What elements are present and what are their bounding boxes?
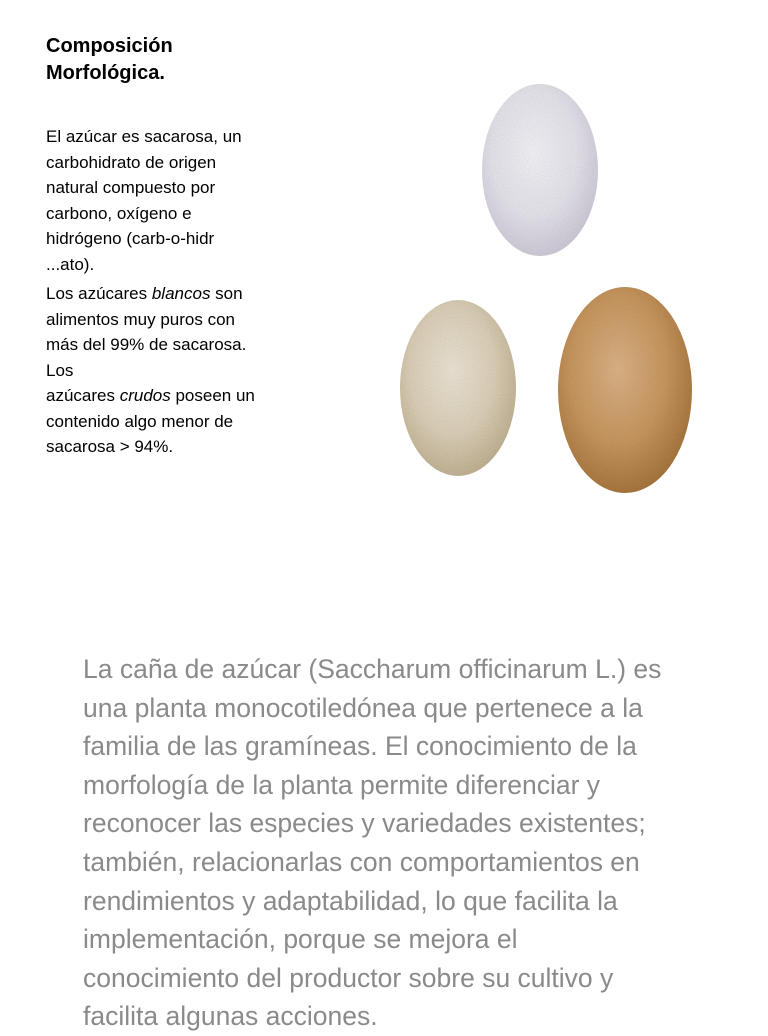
caption-line: una planta monocotiledónea que pertenece a la <box>83 692 643 723</box>
text-line: El azúcar es sacarosa, un <box>46 127 242 146</box>
text-fragment: Los azúcares <box>46 284 152 303</box>
text-line <box>46 281 296 307</box>
slide-title <box>46 33 286 87</box>
text-line: sacarosa > 94%. <box>46 437 174 456</box>
sugar-piles-icon <box>392 62 702 502</box>
brown-sugar-pile <box>558 287 692 493</box>
text-line: carbono, oxígeno e <box>46 203 192 223</box>
text-fragment: poseen un <box>170 386 255 405</box>
caption-line: también, relacionarlas con comportamientos en <box>83 846 640 877</box>
text-line: ...ato). <box>46 254 95 274</box>
italic-term-blancos: blancos <box>151 284 211 303</box>
text-line: más del 99% de sacarosa. <box>46 335 247 354</box>
text-line: alimentos muy puros con <box>46 309 235 329</box>
composition-text <box>46 124 296 460</box>
caption-line: conocimiento del productor sobre su cultivo y <box>83 962 614 993</box>
caption-line: implementación, porque se mejora el <box>83 924 518 955</box>
title-line-2: Morfológica. <box>46 62 165 84</box>
italic-term-crudos: crudos <box>119 386 171 405</box>
sugarcane-caption <box>83 650 753 1036</box>
sugar-types-paragraph <box>46 281 296 460</box>
caption-line: rendimientos y adaptabilidad, lo que facilita la <box>83 885 618 916</box>
sugar-piles-image <box>392 62 702 502</box>
white-sugar-pile <box>482 84 598 256</box>
text-line: carbohidrato de origen <box>46 152 217 172</box>
text-line <box>46 383 296 409</box>
raw-sugar-pile <box>400 300 516 476</box>
text-line: hidrógeno (carb-o-hidr <box>46 229 215 248</box>
caption-line: reconocer las especies y variedades existentes; <box>83 808 646 839</box>
caption-line: familia de las gramíneas. El conocimiento de la <box>83 731 637 762</box>
text-line: Los <box>46 360 74 380</box>
text-fragment: son <box>210 284 243 303</box>
sugar-definition-paragraph <box>46 124 296 277</box>
text-fragment: azúcares <box>46 386 120 405</box>
caption-line: La caña de azúcar (Saccharum officinarum L.) es <box>83 654 662 684</box>
text-line: natural compuesto por <box>46 178 216 197</box>
title-line-1: Composición <box>46 35 173 57</box>
caption-line: facilita algunas acciones. <box>83 1001 378 1032</box>
caption-line: morfología de la planta permite diferenciar y <box>83 769 601 800</box>
text-line: contenido algo menor de <box>46 411 234 431</box>
